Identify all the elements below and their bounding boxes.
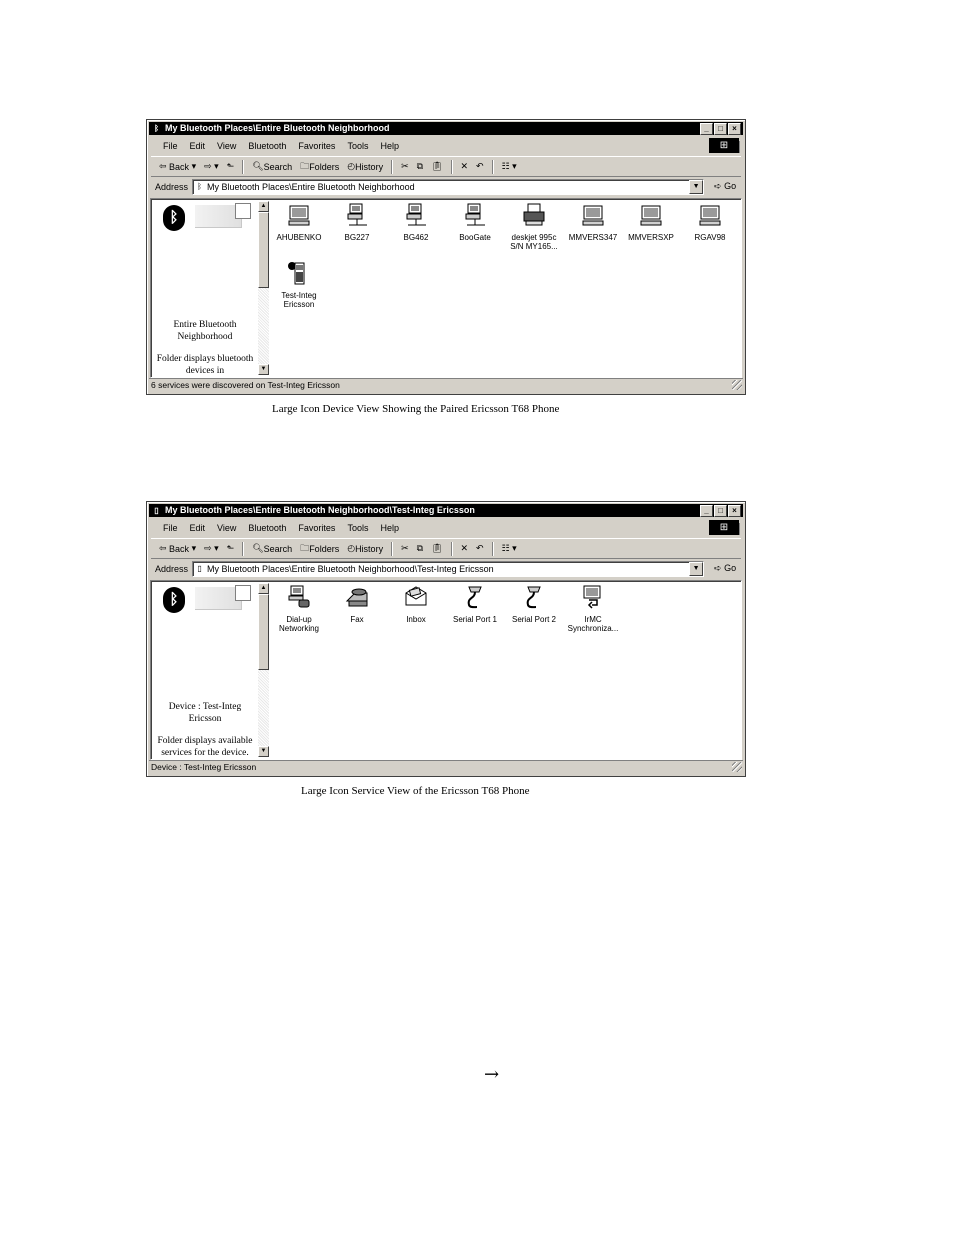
scroll-down-button[interactable]: ▼ (258, 364, 269, 375)
scroll-thumb[interactable] (258, 594, 269, 670)
copy-button[interactable] (417, 161, 423, 172)
address-value: My Bluetooth Places\Entire Bluetooth Neighborhood\Test-Integ Ericsson (207, 563, 494, 574)
history-button[interactable]: ◴ History (347, 543, 384, 554)
views-button[interactable]: ☷ ▾ (501, 161, 517, 171)
cut-button[interactable] (401, 543, 409, 554)
menu-bluetooth[interactable]: Bluetooth (248, 523, 287, 533)
resize-grip[interactable] (732, 380, 742, 390)
title-bar[interactable] (149, 504, 743, 517)
bluetooth-places-icon: ᛒ (197, 181, 202, 191)
device-rgav98[interactable]: RGAV98 (682, 203, 738, 242)
menu-tools[interactable]: Tools (347, 523, 369, 533)
address-bar (151, 178, 741, 195)
menu-edit[interactable]: Edit (189, 523, 206, 533)
copy-button[interactable] (417, 543, 423, 554)
phone-icon: ▯ (154, 506, 159, 515)
up-folder-icon: ⬑ (226, 161, 235, 171)
folders-icon: 🗀︎ (300, 542, 310, 553)
back-arrow-icon: ⇦ (159, 161, 170, 171)
history-icon: ◴ (347, 161, 356, 171)
service-icon-grid (271, 583, 739, 757)
bluetooth-places-icon: ᛒ (154, 124, 159, 133)
service-inbox[interactable]: Inbox (388, 585, 444, 624)
scroll-down-button[interactable]: ▼ (258, 746, 269, 757)
service-dial-up-networking[interactable]: Dial-up Networking (271, 585, 327, 633)
up-folder-button[interactable] (227, 543, 235, 554)
service-fax[interactable]: Fax (329, 585, 385, 624)
menu-file[interactable]: File (163, 141, 178, 151)
status-text: 6 services were discovered on Test-Integ Ericsson (151, 380, 340, 390)
computer-icon (287, 203, 311, 227)
menu-bar (151, 520, 741, 536)
forward-arrow-icon: ⇨ (204, 543, 212, 553)
device-test-integ-ericsson[interactable]: Test-Integ Ericsson (271, 261, 327, 309)
serial-port-icon (522, 585, 546, 609)
folders-button[interactable]: 🗀︎ Folders (300, 541, 339, 557)
panel-title: Device : Test-Integ Ericsson (168, 702, 242, 724)
menu-view[interactable]: View (217, 141, 237, 151)
close-button[interactable]: × (728, 123, 741, 135)
up-folder-icon: ⬑ (226, 543, 235, 553)
network-computer-icon (345, 203, 369, 227)
standard-toolbar (151, 156, 741, 177)
device-deskjet[interactable]: deskjet 995c S/N MY165... (506, 203, 562, 251)
dialup-icon (287, 585, 311, 609)
bluetooth-logo-icon: ᛒ (163, 205, 185, 231)
history-icon: ◴ (347, 543, 356, 553)
address-label: Address (155, 181, 189, 192)
service-serial-port-1[interactable]: Serial Port 1 (447, 585, 503, 624)
menu-edit[interactable]: Edit (189, 141, 206, 151)
menu-bluetooth[interactable]: Bluetooth (248, 141, 287, 151)
history-button[interactable]: ◴ History (347, 161, 384, 172)
paste-icon: 📋︎ (431, 543, 443, 553)
scroll-up-button[interactable]: ▲ (258, 583, 269, 594)
panel-scrollbar[interactable] (258, 583, 269, 757)
network-computer-icon (404, 203, 428, 227)
menu-help[interactable]: Help (380, 523, 399, 533)
forward-arrow-icon: ⇨ (204, 161, 212, 171)
undo-icon: ↶ (476, 543, 484, 553)
network-computer-icon (463, 203, 487, 227)
address-input[interactable] (192, 179, 704, 195)
device-bg462[interactable]: BG462 (388, 203, 444, 242)
device-ahubenko[interactable]: AHUBENKO (271, 203, 327, 242)
window-title: My Bluetooth Places\Entire Bluetooth Neighborhood (165, 123, 390, 133)
maximize-button[interactable]: □ (714, 505, 727, 517)
device-mmvers347[interactable]: MMVERS347 (565, 203, 621, 242)
folder-view (150, 198, 742, 378)
search-button[interactable]: 🔍︎ Search (252, 161, 293, 172)
caption-service-view: Large Icon Service View of the Ericsson T68 Phone (301, 785, 530, 797)
menu-bar (151, 138, 741, 154)
panel-description: Folder displays available services for the device. (157, 736, 253, 757)
panel-title: Entire Bluetooth Neighborhood (173, 320, 237, 342)
device-icon-grid (271, 201, 739, 375)
search-button[interactable]: 🔍︎ Search (252, 543, 293, 554)
address-label: Address (155, 563, 189, 574)
undo-button[interactable] (476, 161, 484, 172)
folders-button[interactable]: 🗀︎ Folders (300, 159, 339, 175)
paste-button[interactable] (431, 161, 442, 172)
delete-icon: ✕ (460, 161, 469, 171)
address-dropdown-button[interactable]: ▼ (689, 562, 703, 576)
phone-icon (287, 261, 311, 285)
device-mmversxp[interactable]: MMVERSXP (623, 203, 679, 242)
window-title: My Bluetooth Places\Entire Bluetooth Neighborhood\Test-Integ Ericsson (165, 505, 475, 515)
explorer-window-devices (146, 119, 746, 395)
back-arrow-icon: ⇦ (159, 543, 170, 553)
web-view-panel (153, 201, 257, 375)
go-button[interactable]: ➪ Go (714, 181, 737, 191)
search-icon: 🔍︎ (252, 161, 264, 171)
back-button[interactable]: ⇦ Back ▾ (159, 543, 197, 554)
folders-icon: 🗀︎ (300, 160, 310, 171)
menu-view[interactable]: View (217, 523, 237, 533)
sync-icon (581, 585, 605, 609)
copy-icon: ⧉ (416, 161, 424, 171)
maximize-button[interactable]: □ (714, 123, 727, 135)
phone-icon: ▯ (197, 563, 202, 573)
title-bar[interactable] (149, 122, 743, 135)
printer-icon (522, 203, 546, 227)
web-view-panel (153, 583, 257, 757)
views-icon: ☷ (501, 161, 510, 171)
windows-logo-icon: ⊞ (709, 138, 739, 153)
panel-description: Folder displays bluetooth devices in (156, 354, 254, 375)
views-button[interactable]: ☷ ▾ (501, 543, 517, 553)
close-button[interactable]: × (728, 505, 741, 517)
inbox-icon (404, 585, 428, 609)
cut-button[interactable] (401, 161, 409, 172)
status-text: Device : Test-Integ Ericsson (151, 762, 257, 772)
undo-icon: ↶ (476, 161, 484, 171)
resize-grip[interactable] (732, 762, 742, 772)
copy-icon: ⧉ (416, 543, 424, 553)
caption-device-view: Large Icon Device View Showing the Paired Ericsson T68 Phone (272, 403, 560, 415)
status-bar (149, 760, 743, 773)
windows-logo-icon: ⊞ (709, 520, 739, 535)
device-bg227[interactable]: BG227 (329, 203, 385, 242)
minimize-button[interactable]: _ (700, 123, 713, 135)
address-input[interactable] (192, 561, 704, 577)
forward-button[interactable]: ⇨ ▾ (204, 543, 219, 553)
search-icon: 🔍︎ (252, 543, 264, 553)
computer-icon (639, 203, 663, 227)
up-folder-button[interactable] (227, 161, 235, 172)
address-dropdown-button[interactable]: ▼ (689, 180, 703, 194)
scroll-up-button[interactable]: ▲ (258, 201, 269, 212)
go-arrow-icon: ➪ (714, 181, 722, 191)
bluetooth-logo-icon: ᛒ (163, 587, 185, 613)
service-irmc-synchronization[interactable]: IrMC Synchroniza... (565, 585, 621, 633)
cut-icon: ✂ (401, 161, 409, 171)
minimize-button[interactable]: _ (700, 505, 713, 517)
menu-tools[interactable]: Tools (347, 141, 369, 151)
back-button[interactable]: ⇦ Back ▾ (159, 161, 197, 172)
paste-icon: 📋︎ (431, 161, 443, 171)
right-arrow-icon: → (484, 1064, 500, 1085)
folder-view (150, 580, 742, 760)
explorer-window-services (146, 501, 746, 777)
forward-button[interactable]: ⇨ ▾ (204, 161, 219, 171)
menu-help[interactable]: Help (380, 141, 399, 151)
paste-button[interactable] (431, 543, 442, 554)
scroll-thumb[interactable] (258, 212, 269, 288)
fax-icon (345, 585, 369, 609)
panel-scrollbar[interactable] (258, 201, 269, 375)
delete-icon: ✕ (460, 543, 469, 553)
status-bar (149, 378, 743, 391)
go-arrow-icon: ➪ (714, 563, 722, 573)
address-value: My Bluetooth Places\Entire Bluetooth Neighborhood (207, 181, 415, 192)
device-boogate[interactable]: BooGate (447, 203, 503, 242)
delete-button[interactable] (461, 161, 469, 172)
menu-favorites[interactable]: Favorites (298, 141, 336, 151)
cut-icon: ✂ (401, 543, 409, 553)
undo-button[interactable] (476, 543, 484, 554)
menu-file[interactable]: File (163, 523, 178, 533)
go-button[interactable]: ➪ Go (714, 563, 737, 573)
menu-favorites[interactable]: Favorites (298, 523, 336, 533)
serial-port-icon (463, 585, 487, 609)
delete-button[interactable] (461, 543, 469, 554)
address-bar (151, 560, 741, 577)
computer-icon (698, 203, 722, 227)
computer-icon (581, 203, 605, 227)
service-serial-port-2[interactable]: Serial Port 2 (506, 585, 562, 624)
views-icon: ☷ (501, 543, 510, 553)
standard-toolbar (151, 538, 741, 559)
